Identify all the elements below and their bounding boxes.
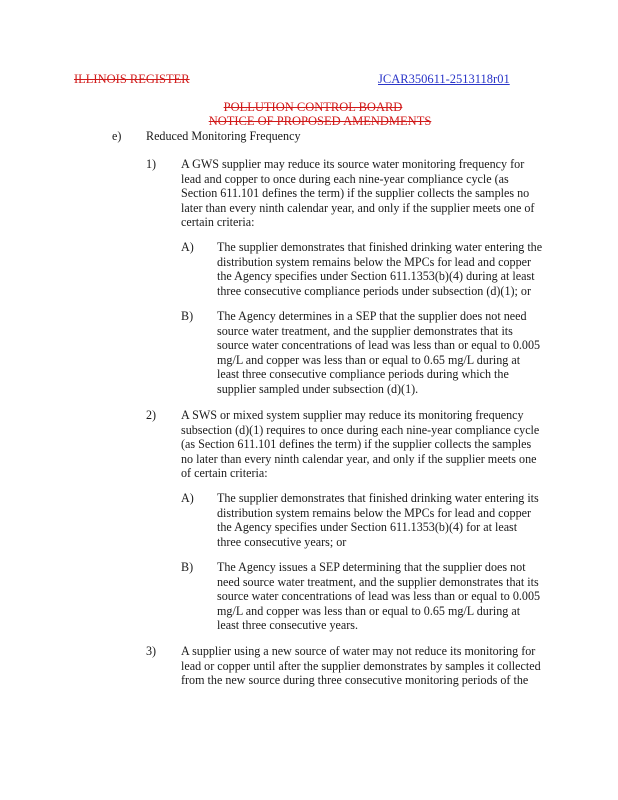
notice-name: NOTICE OF PROPOSED AMENDMENTS	[208, 114, 432, 128]
text-line: three consecutive years; or	[217, 534, 347, 549]
item-1a-text	[217, 240, 542, 298]
item-2a-text	[217, 491, 539, 549]
text-line: mg/L and copper was less than or equal to 0.65 mg/L during at	[217, 352, 521, 367]
item-1-text	[181, 157, 534, 230]
register-header: ILLINOIS REGISTER	[74, 72, 190, 86]
text-line: A GWS supplier may reduce its source water monitoring frequency for	[181, 157, 525, 171]
text-line: mg/L and copper was less than or equal to 0.65 mg/L during at	[217, 603, 521, 618]
board-name: POLLUTION CONTROL BOARD	[223, 100, 403, 114]
text-line: supplier sampled under subsection (d)(1).	[217, 381, 419, 396]
text-line: The supplier demonstrates that finished drinking water entering its	[217, 491, 539, 505]
text-line: least three consecutive compliance periods during which the	[217, 367, 509, 382]
item-3-text	[181, 644, 541, 688]
item-1b-text	[217, 309, 540, 397]
item-2b-text	[217, 560, 540, 633]
text-line: Section 611.101 defines the term) if the supplier collects the samples no	[181, 186, 530, 201]
text-line: subsection (d)(1) requires to once during each nine-year compliance cycle	[181, 422, 540, 437]
page-title	[0, 100, 618, 128]
text-line: least three consecutive years.	[217, 618, 359, 633]
text-line: distribution system remains below the MPCs for lead and copper	[217, 254, 532, 269]
text-line: three consecutive compliance periods under subsection (d)(1); or	[217, 283, 531, 298]
text-line: of certain criteria:	[181, 466, 268, 481]
text-line: the Agency specifies under Section 611.1353(b)(4) for at least	[217, 520, 518, 535]
text-line: A SWS or mixed system supplier may reduce its monitoring frequency	[181, 408, 524, 422]
item-2b-marker: B)	[181, 560, 194, 574]
item-3-marker: 3)	[146, 644, 157, 658]
text-line: need source water treatment, and the supplier demonstrates that its	[217, 574, 539, 589]
text-line: certain criteria:	[181, 215, 255, 230]
section-e-marker: e)	[112, 129, 122, 143]
item-2-marker: 2)	[146, 408, 157, 422]
text-line: lead or copper until after the supplier demonstrates by samples it collected	[181, 658, 541, 673]
text-line: from the new source during three consecutive monitoring periods of the	[181, 673, 529, 688]
section-e-heading: Reduced Monitoring Frequency	[146, 129, 301, 143]
text-line: lead and copper to once during each nine-year compliance cycle (as	[181, 171, 509, 186]
text-line: source water concentrations of lead was less than or equal to 0.005	[217, 338, 541, 353]
text-line: The supplier demonstrates that finished drinking water entering the	[217, 240, 543, 254]
text-line: The Agency determines in a SEP that the supplier does not need	[217, 309, 527, 323]
text-line: later than every ninth calendar year, and only if the supplier meets one of	[181, 200, 535, 215]
item-2a-marker: A)	[181, 491, 194, 505]
item-2-text	[181, 408, 539, 481]
text-line: (as Section 611.101 defines the term) if the supplier collects the samples	[181, 437, 532, 452]
text-line: source water treatment, and the supplier demonstrates that its	[217, 323, 513, 338]
text-line: distribution system remains below the MPCs for lead and copper	[217, 505, 532, 520]
item-1b-marker: B)	[181, 309, 194, 323]
text-line: no later than every ninth calendar year, and only if the supplier meets one	[181, 451, 537, 466]
text-line: A supplier using a new source of water may not reduce its monitoring for	[181, 644, 536, 658]
item-1a-marker: A)	[181, 240, 194, 254]
text-line: source water concentrations of lead was less than or equal to 0.005	[217, 589, 541, 604]
text-line: The Agency issues a SEP determining that the supplier does not	[217, 560, 526, 574]
document-code-link[interactable]: JCAR350611-2513118r01	[378, 72, 510, 86]
item-1-marker: 1)	[146, 157, 157, 171]
text-line: the Agency specifies under Section 611.1353(b)(4) during at least	[217, 269, 535, 284]
